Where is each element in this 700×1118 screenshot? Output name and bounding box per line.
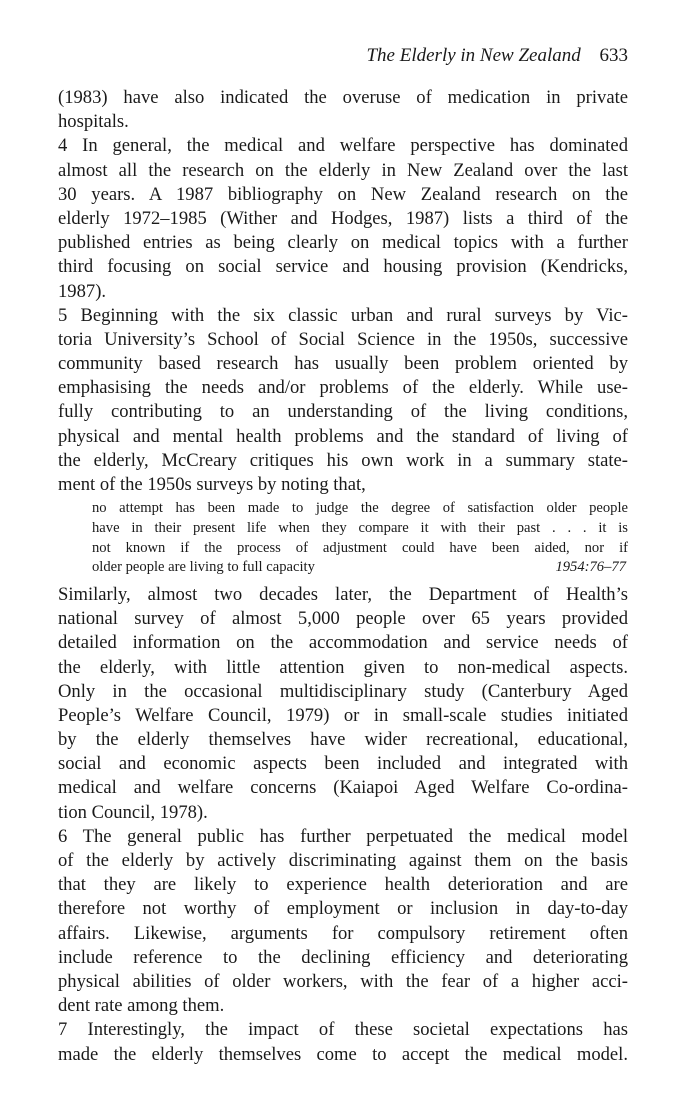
paragraph-4 [58, 134, 628, 303]
text-line: therefore not worthy of employment or inclusion in day-to-day [58, 898, 628, 920]
text-line: include reference to the declining efficiency and deteriorating [58, 946, 628, 968]
quote-line: older people are living to full capacity [92, 559, 315, 576]
text-line: ment of the 1950s surveys by noting that, [58, 474, 366, 495]
quote-line: no attempt has been made to judge the degree of satisfaction older people [92, 500, 628, 517]
text-line: detailed information on the accommodation and service needs of [58, 632, 628, 654]
text-line: (1983) have also indicated the overuse of medication in private [58, 87, 628, 108]
text-line: dent rate among them. [58, 995, 225, 1017]
text-line: the elderly, with little attention given to non-medical aspects. [58, 656, 628, 678]
text-line: national survey of almost 5,000 people over 65 years provided [58, 608, 628, 630]
text-line: almost all the research on the elderly in New Zealand over the last [58, 159, 628, 181]
paragraph-5-continued [58, 583, 628, 825]
text-line: 1987). [58, 280, 107, 302]
text-line: published entries as being clearly on medical topics with a further [58, 232, 628, 254]
text-line: 5 Beginning with the six classic urban and rural surveys by Vic- [58, 304, 628, 326]
text-line: social and economic aspects been included and integrated with [58, 753, 628, 775]
running-head [366, 44, 628, 68]
text-line: 7 Interestingly, the impact of these societal expectations has [58, 1019, 628, 1041]
text-line: elderly 1972–1985 (Wither and Hodges, 1987) lists a third of the [58, 207, 628, 229]
text-line: People’s Welfare Council, 1979) or in small-scale studies initiated [58, 704, 628, 726]
body-text [58, 86, 628, 1067]
paragraph-6 [58, 825, 628, 1019]
quote-citation: 1954:76–77 [555, 559, 626, 576]
text-line: of the elderly by actively discriminating against them on the basis [58, 850, 628, 871]
block-quote [92, 497, 628, 583]
text-line: Only in the occasional multidisciplinary study (Canterbury Aged [58, 680, 628, 702]
text-line: by the elderly themselves have wider recreational, educational, [58, 729, 628, 751]
text-line: 4 In general, the medical and welfare perspective has dominated [58, 135, 628, 157]
text-line: Similarly, almost two decades later, the Department of Health’s [58, 583, 628, 605]
text-line: 30 years. A 1987 bibliography on New Zealand research on the [58, 183, 628, 205]
paragraph-5 [58, 304, 628, 498]
text-line: made the elderly themselves come to accept the medical model. [58, 1043, 628, 1065]
paragraph-7 [58, 1018, 628, 1066]
quote-final-line [92, 558, 628, 578]
text-line: toria University’s School of Social Science in the 1950s, successive [58, 328, 628, 350]
text-line: 6 The general public has further perpetuated the medical model [58, 825, 628, 847]
text-line: hospitals. [58, 111, 129, 133]
quote-line: have in their present life when they compare it with their past . . . it is [92, 519, 628, 536]
text-line: third focusing on social service and housing provision (Kendricks, [58, 256, 628, 278]
text-line: emphasising the needs and/or problems of the elderly. While use- [58, 377, 628, 399]
text-line: the elderly, McCreary critiques his own work in a summary state- [58, 449, 628, 471]
text-line: fully contributing to an understanding of the living conditions, [58, 401, 628, 423]
text-line: affairs. Likewise, arguments for compulsory retirement often [58, 922, 628, 944]
running-head-title: The Elderly in New Zealand [366, 45, 581, 66]
text-line: medical and welfare concerns (Kaiapoi Aged Welfare Co-ordina- [58, 777, 628, 799]
text-line: tion Council, 1978). [58, 801, 208, 823]
text-line: physical abilities of older workers, with the fear of a higher acci- [58, 970, 628, 992]
text-line: that they are likely to experience health deterioration and are [58, 874, 628, 896]
page-number: 633 [599, 45, 628, 66]
text-line: community based research has usually been problem oriented by [58, 353, 628, 375]
text-line: physical and mental health problems and the standard of living of [58, 425, 628, 447]
paragraph-continuation [58, 86, 628, 134]
quote-line: not known if the process of adjustment could have been aided, nor if [92, 539, 628, 556]
